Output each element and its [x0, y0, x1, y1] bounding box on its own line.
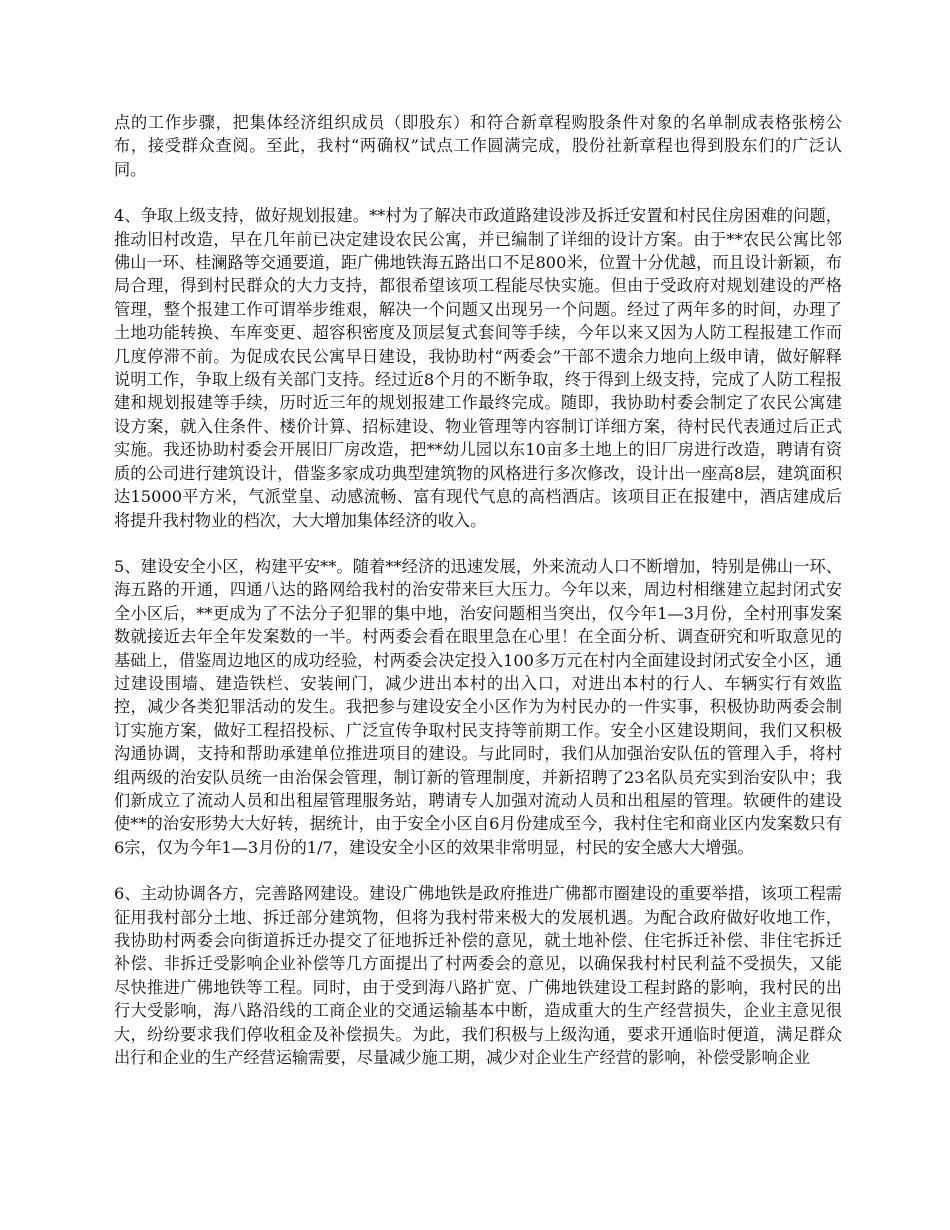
paragraph-continuation: 点的工作步骤，把集体经济组织成员（即股东）和符合新章程购股条件对象的名单制成表格张榜公布，接受群众查阅。至此，我村“两确权”试点工作圆满完成，股份社新章程也得到股东们的广泛认同。 — [114, 113, 842, 179]
paragraph-section-6: 6、主动协调各方，完善路网建设。建设广佛地铁是政府推进广佛都市圈建设的重要举措，该项工程需征用我村部分土地、拆迁部分建筑物，但将为我村带来极大的发展机遇。为配合政府做好收地工作，我协助村两委会向街道拆迁办提交了征地拆迁补偿的意见，就土地补偿、住宅拆迁补偿、非住宅拆迁补偿、非拆迁受影响企业补偿等几方面提出了村两委会的意见，以确保我村村民利益不受损失，又能尽快推进广佛地铁等工程。同时，由于受到海八路扩宽、广佛地铁建设工程封路的影响，我村民的出行大受影响，海八路沿线的工商企业的交通运输基本中断，造成重大的生产经营损失，企业主意见很大，纷纷要求我们停收租金及补偿损失。为此，我们积极与上级沟通，要求开通临时便道，满足群众出行和企业的生产经营运输需要，尽量减少施工期，减少对企业生产经营的影响，补偿受影响企业 — [114, 884, 842, 1068]
paragraph-section-5: 5、建设安全小区，构建平安**。随着**经济的迅速发展，外来流动人口不断增加，特别是佛山一环、海五路的开通，四通八达的路网给我村的治安带来巨大压力。今年以来，周边村相继建立起封闭式安全小区后，**更成为了不法分子犯罪的集中地，治安问题相当突出，仅今年1—3月份，全村刑事发案数就接近去年全年发案数的一半。村两委会看在眼里急在心里！在全面分析、调查研究和听取意见的基础上，借鉴周边地区的成功经验，村两委会决定投入100多万元在村内全面建设封闭式安全小区，通过建设围墙、建造铁栏、安装闸门，减少进出本村的出入口，对进出本村的行人、车辆实行有效监控，减少各类犯罪活动的发生。我把参与建设安全小区作为为村民办的一件实事，积极协助两委会制订实施方案，做好工程招投标、广泛宣传争取村民支持等前期工作。安全小区建设期间，我们又积极沟通协调，支持和帮助承建单位推进项目的建设。与此同时，我们从加强治安队伍的管理入手，将村组两级的治安队员统一由治保会管理，制订新的管理制度，并新招聘了23名队员充实到治安队中；我们新成立了流动人员和出租屋管理服务站，聘请专人加强对流动人员和出租屋的管理。软硬件的建设使**的治安形势大大好转，据统计，由于安全小区自6月份建成至今，我村住宅和商业区内发案数只有6宗，仅为今年1—3月份的1/7，建设安全小区的效果非常明显，村民的安全感大大增强。 — [114, 556, 842, 857]
document-body — [114, 111, 842, 1092]
paragraph-section-4: 4、争取上级支持，做好规划报建。**村为了解决市政道路建设涉及拆迁安置和村民住房困难的问题，推动旧村改造，早在几年前已决定建设农民公寓，并已编制了详细的设计方案。由于**农民公寓比邻佛山一环、桂澜路等交通要道，距广佛地铁海五路出口不足800米，位置十分优越，而且设计新颖，布局合理，得到村民群众的大力支持，都很希望该项工程能尽快实施。但由于受政府对规划建设的严格管理，整个报建工作可谓举步维艰，解决一个问题又出现另一个问题。经过了两年多的时间，办理了土地功能转换、车库变更、超容积密度及顶层复式套间等手续，今年以来又因为人防工程报建工作而几度停滞不前。为促成农民公寓早日建设，我协助村“两委会”干部不遗余力地向上级申请，做好解释说明工作，争取上级有关部门支持。经过近8个月的不断争取，终于得到上级支持，完成了人防工程报建和规划报建等手续，历时近三年的规划报建工作最终完成。随即，我协助村委会制定了农民公寓建设方案，就入住条件、楼价计算、招标建设、物业管理等内容制订详细方案，待村民代表通过后正式实施。我还协助村委会开展旧厂房改造，把**幼儿园以东10亩多土地上的旧厂房进行改造，聘请有资质的公司进行建筑设计，借鉴多家成功典型建筑物的风格进行多次修改，设计出一座高8层，建筑面积达15000平方米，气派堂皇、动感流畅、富有现代气息的高档酒店。该项目正在报建中，酒店建成后将提升我村物业的档次，大大增加集体经济的收入。 — [114, 206, 842, 530]
